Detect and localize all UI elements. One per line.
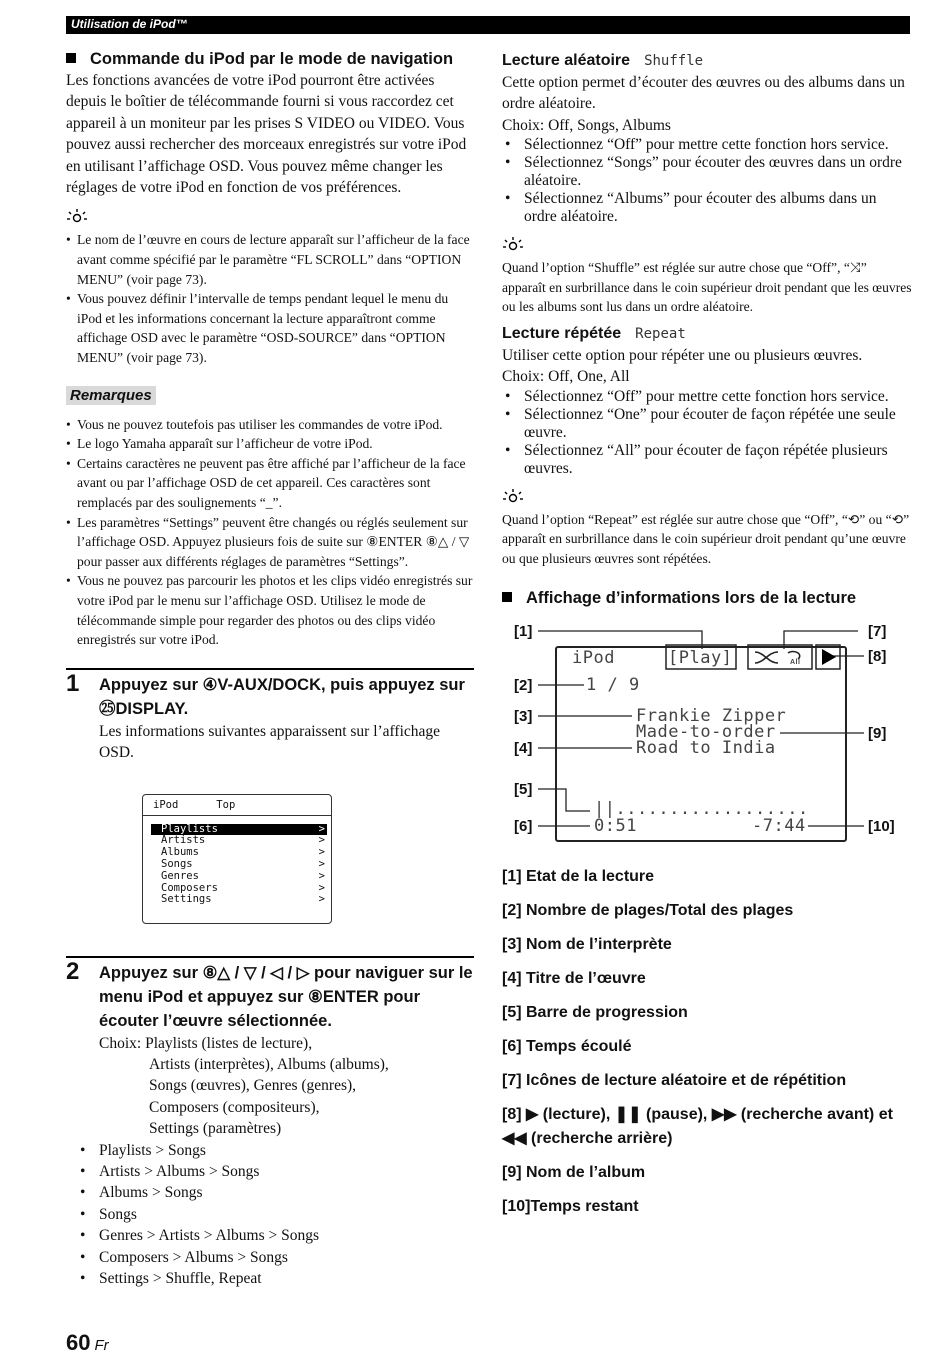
legend-item: [10]Temps restant (502, 1197, 639, 1215)
osd-menu-title: Top (216, 798, 236, 811)
display-progress-bar: ||.................. (594, 798, 809, 819)
list-item: • Les paramètres “Settings” peuvent être changés ou réglés seulement sur l’affichage OSD. Appuyez plusieurs fois de suite sur ⑧ENTER ⑧△ / ▽ pour passer aux différents réglages de paramètres “Settings”. (66, 513, 474, 572)
step-heading: Appuyez sur ⑧△ / ▽ / ◁ / ▷ pour naviguer sur le menu iPod et appuyez sur ⑧ENTER pour écouter l’œuvre sélectionnée. (99, 963, 473, 1030)
choix-line (99, 1033, 474, 1054)
legend-item: [9] Nom de l’album (502, 1163, 646, 1181)
choix-text: Artists (interprètes), Albums (albums), (149, 1055, 389, 1073)
heading-text: Lecture répétée (502, 325, 622, 342)
tips-list (66, 230, 474, 367)
osd-divider (143, 815, 331, 816)
chevron-right-icon: > (318, 893, 325, 906)
shuffle-tip: Quand l’option “Shuffle” est réglée sur autre chose que “Off”, “⤨” apparaît en surbrillance dans le coin supérieur droit pendant que les œuvres ou les albums sont lus dans un ordre aléatoire. (502, 260, 912, 315)
lcd-label: Repeat (635, 326, 686, 342)
tip-icon (66, 208, 88, 226)
osd-item-label: Genres (161, 869, 199, 882)
osd-item-label: Composers (161, 881, 218, 894)
repeat-all-label: All (790, 658, 801, 666)
chevron-right-icon: > (318, 869, 325, 882)
osd-item-label: Playlists (161, 822, 218, 835)
legend-item: [5] Barre de progression (502, 1003, 688, 1021)
tip-icon (502, 488, 524, 506)
list-item: • Sélectionnez “Songs” pour écouter des œuvres dans un ordre aléatoire. (502, 154, 912, 190)
shuffle-list (502, 136, 912, 226)
choix-text: Playlists (listes de lecture), (145, 1034, 313, 1052)
choix-text: Composers (compositeurs), (149, 1098, 320, 1116)
osd-menu-screen (142, 794, 332, 924)
list-item: • Playlists > Songs (77, 1140, 474, 1161)
step-divider (66, 956, 474, 958)
display-artist: Frankie Zipper (636, 705, 787, 726)
square-bullet-icon (66, 53, 76, 63)
display-elapsed: 0:51 (594, 815, 637, 836)
callout-6: [6] (514, 817, 533, 835)
repeat-heading (502, 323, 912, 345)
list-item: • Composers > Albums > Songs (77, 1247, 474, 1268)
step-2 (66, 957, 474, 1290)
header-title: Utilisation de iPod™ (71, 17, 188, 31)
chevron-right-icon: > (318, 846, 325, 859)
play-icon (822, 649, 836, 665)
info-section-title (502, 587, 912, 609)
list-item: • Sélectionnez “Off” pour mettre cette fonction hors service. (502, 136, 912, 154)
display-play-state: [Play] (668, 647, 733, 668)
list-item: • Vous pouvez définir l’intervalle de temps pendant lequel le menu du iPod et les informations concernant la lecture apparaîtront comme affichage OSD avec le paramètre “OSD-SOURCE” dans “OPTION MENU” (voir page 73). (66, 289, 474, 367)
step-body (99, 1033, 474, 1290)
list-item: • Sélectionnez “One” pour écouter de façon répétée une seule œuvre. (502, 406, 912, 442)
osd-top-bar (153, 799, 235, 811)
callout-5: [5] (514, 780, 533, 798)
callout-10: [10] (868, 817, 895, 835)
callout-8: [8] (868, 647, 887, 665)
repeat-list (502, 388, 912, 478)
chevron-right-icon: > (318, 857, 325, 870)
intro-paragraph: Les fonctions avancées de votre iPod pourront être activées depuis le boîtier de télécommande fourni si vous raccordez cet appareil à un moniteur par les prises S VIDEO ou VIDEO. Vous pouvez aussi rechercher des morceaux enregistrés sur votre iPod en utilisant l’affichage OSD. Vous pouvez même changer les réglages de votre iPod en fonction de vos préférences. (66, 72, 467, 197)
step-number: 1 (66, 669, 80, 697)
remarques-list (66, 415, 474, 650)
osd-item-label: Settings (161, 893, 212, 906)
legend-item: [1] Etat de la lecture (502, 867, 655, 885)
shuffle-desc: Cette option permet d’écouter des œuvres ou des albums dans un ordre aléatoire. (502, 74, 905, 113)
list-item: • Le nom de l’œuvre en cours de lecture apparaît sur l’afficheur de la face avant comme spécifié par le paramètre “FL SCROLL” dans “OPTION MENU” (voir page 73). (66, 230, 474, 289)
legend-item: [8] ▶ (lecture), ❚❚ (pause), ▶▶ (recherche avant) et ◀◀ (recherche arrière) (502, 1105, 893, 1147)
legend-item: [4] Titre de l’œuvre (502, 969, 646, 987)
osd-menu-item (151, 894, 327, 906)
display-remaining: -7:44 (752, 815, 806, 836)
chevron-right-icon: > (318, 822, 325, 835)
choix-text: Songs (œuvres), Genres (genres), (149, 1077, 357, 1095)
display-song: Road to India (636, 737, 776, 758)
choix-text: Settings (paramètres) (149, 1120, 282, 1138)
display-track-count: 1 / 9 (586, 674, 640, 695)
osd-item-label: Artists (161, 834, 206, 847)
section-title-text: Affichage d’informations lors de la lecture (526, 588, 857, 607)
tip-icon (502, 236, 524, 254)
callout-1: [1] (514, 622, 533, 640)
callout-3: [3] (514, 707, 533, 725)
list-item: • Sélectionnez “All” pour écouter de façon répétée plusieurs œuvres. (502, 442, 912, 478)
step-body: Les informations suivantes apparaissent sur l’affichage OSD. (99, 722, 441, 762)
step-heading: Appuyez sur ④V-AUX/DOCK, puis appuyez sur ㉕DISPLAY. (99, 675, 465, 718)
repeat-desc: Utiliser cette option pour répéter une ou plusieurs œuvres. (502, 347, 863, 364)
chevron-right-icon: > (318, 881, 325, 894)
shuffle-heading (502, 50, 912, 72)
list-item: • Sélectionnez “Albums” pour écouter des albums dans un ordre aléatoire. (502, 190, 912, 226)
repeat-tip: Quand l’option “Repeat” est réglée sur autre chose que “Off”, “⟲” ou “⟲” apparaît en surbrillance dans le coin supérieur droit pendant qu’une œuvre ou que plusieurs œuvres sont répétées. (502, 511, 910, 566)
section-title (66, 48, 474, 70)
choix-label: Choix: (99, 1034, 142, 1052)
list-item: • Vous ne pouvez pas parcourir les photos et les clips vidéo enregistrés sur votre iPod par le menu sur l’affichage OSD. Utilisez le mode de télécommande simple pour regarder des photos ou des clips vidéo enregistrés sur votre iPod. (66, 571, 474, 649)
shuffle-icon (755, 652, 778, 663)
callout-9: [9] (868, 724, 887, 742)
osd-menu-item (151, 859, 327, 871)
square-bullet-icon (502, 592, 512, 602)
legend-item: [2] Nombre de plages/Total des plages (502, 901, 794, 919)
page-footer (66, 1330, 109, 1356)
chevron-right-icon: > (318, 834, 325, 847)
display-source: iPod (572, 647, 615, 668)
osd-item-label: Albums (161, 846, 199, 859)
heading-text: Lecture aléatoire (502, 52, 631, 69)
list-item: • Artists > Albums > Songs (77, 1161, 474, 1182)
list-item: • Vous ne pouvez toutefois pas utiliser les commandes de votre iPod. (66, 415, 474, 435)
repeat-choix: Choix: Off, One, All (502, 368, 630, 386)
osd-item-label: Songs (161, 857, 193, 870)
step-divider (66, 668, 474, 670)
display-legend (502, 865, 912, 1219)
list-item: • Certains caractères ne peuvent pas être affiché par l’afficheur de la face avant ou par l’affichage OSD de cet appareil. Ces caractères sont remplacés par des soulignements “_”. (66, 454, 474, 513)
osd-source: iPod (153, 798, 179, 811)
page-header (66, 16, 910, 34)
section-title-text: Commande du iPod par le mode de navigation (90, 50, 454, 68)
legend-item: [3] Nom de l’interprète (502, 935, 672, 953)
list-item: • Songs (77, 1204, 474, 1225)
left-column (66, 48, 474, 1289)
lcd-label: Shuffle (644, 53, 704, 69)
display-album: Made-to-order (636, 721, 776, 742)
remarques-heading: Remarques (66, 386, 156, 405)
page-number: 60 (66, 1330, 91, 1355)
playback-display-diagram (502, 623, 912, 853)
list-item: • Settings > Shuffle, Repeat (77, 1268, 474, 1289)
list-item: • Genres > Artists > Albums > Songs (77, 1225, 474, 1246)
language-code: Fr (94, 1337, 109, 1354)
callout-7: [7] (868, 622, 887, 640)
right-column (502, 48, 912, 1229)
list-item: • Le logo Yamaha apparaît sur l’afficheur de votre iPod. (66, 434, 474, 454)
osd-menu-list (151, 824, 327, 907)
legend-item: [7] Icônes de lecture aléatoire et de répétition (502, 1071, 847, 1089)
list-item: • Albums > Songs (77, 1182, 474, 1203)
menu-paths-list (77, 1140, 474, 1290)
list-item: • Sélectionnez “Off” pour mettre cette fonction hors service. (502, 388, 912, 406)
repeat-icon (788, 651, 800, 658)
osd-menu-item (151, 871, 327, 883)
shuffle-choix: Choix: Off, Songs, Albums (502, 116, 671, 134)
step-number: 2 (66, 957, 80, 985)
step-1 (66, 669, 474, 764)
legend-item: [6] Temps écoulé (502, 1037, 632, 1055)
callout-2: [2] (514, 676, 533, 694)
callout-4: [4] (514, 739, 533, 757)
